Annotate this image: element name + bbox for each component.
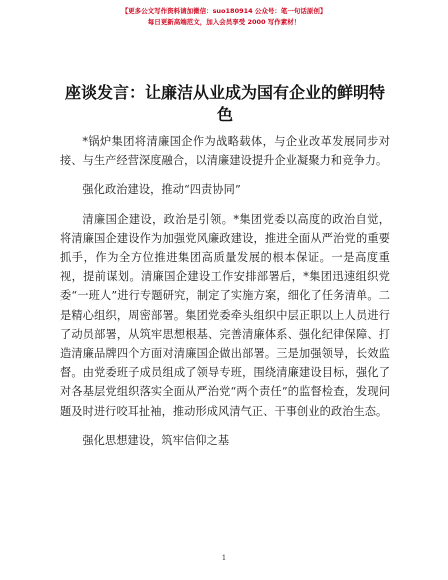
banner-line-2: 每日更新高端范文，加入会员享受 2000 写作素材！ [147,18,301,26]
document-title: 座谈发言：让廉洁从业成为国有企业的鲜明特色 [64,83,385,124]
section-heading-ideological: 强化思想建设，筑牢信仰之基 [82,433,230,447]
document-body [60,132,390,450]
paragraph-political: 清廉国企建设，政治是引领。*集团党委以高度的政治自觉，将清廉国企建设作为加强党风廉政建设，推进全面从严治党的重要抓手，作为全方位推进集团高质量发展的根本保证。一是高度重视，提前谋划。清廉国企建设工作安排部署后，*集团迅速组织党委“一班人”进行专题研究，制定了实施方案，细化了任务清单。二是精心组织，周密部署。集团党委牵头组织中层正职以上人员进行了动员部署，从筑牢思想根基、完善清廉体系、强化纪律保障、打造清廉品牌四个方面对清廉国企做出部署。三是加强领导，长效监督。由党委班子成员组成了领导专班，围绕清廉建设目标，强化了对各基层党组织落实全面从严治党“两个责任”的监督检查，发现问题及时进行咬耳扯袖，推动形成风清气正、干事创业的政治生态。 [60,212,390,418]
page-number: 1 [221,554,227,562]
section-heading-political: 强化政治建设，推动“四责协同” [82,183,241,197]
paragraph-intro: *锅炉集团将清廉国企作为战略载体，与企业改革发展同步对接、与生产经营深度融合，以清廉建设提升企业凝聚力和竞争力。 [60,135,390,168]
promo-banner [0,6,448,28]
banner-line-1: 【更多公文写作资料请加微信：suo180914 公众号：笔一句话原创】 [121,7,327,15]
